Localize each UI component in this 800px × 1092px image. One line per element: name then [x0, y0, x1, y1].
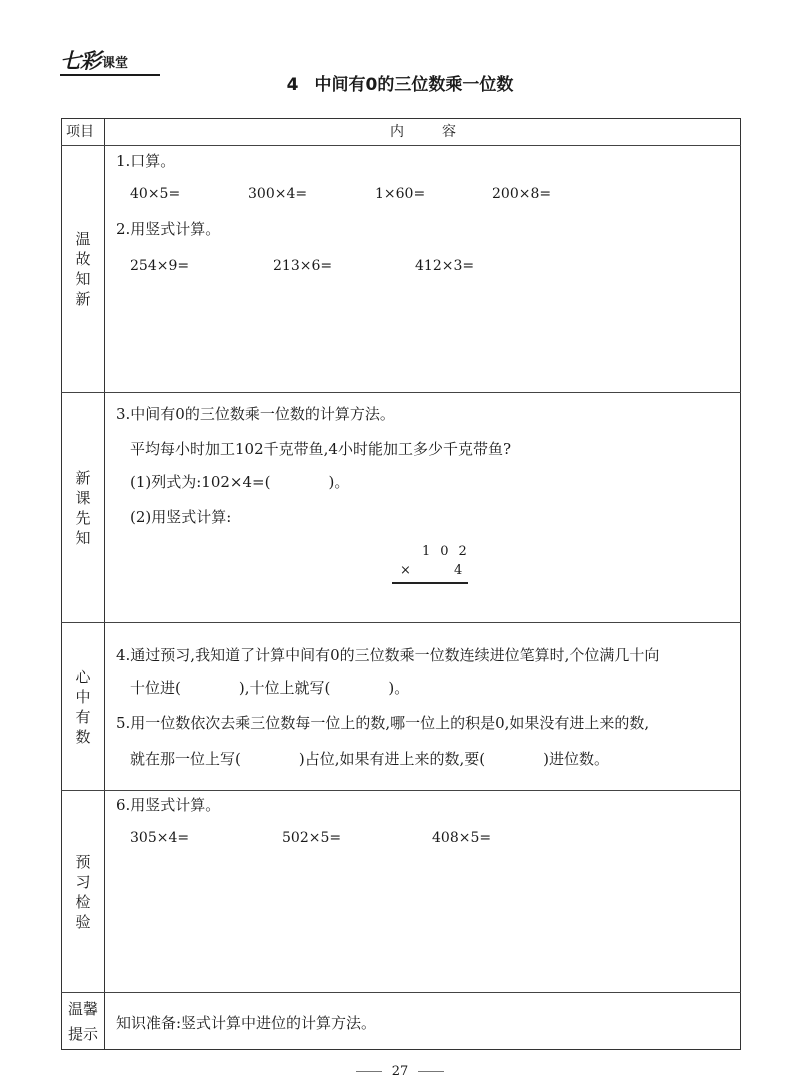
- q1-item: 300×4=: [248, 186, 308, 202]
- section-divider: [61, 992, 741, 993]
- header-divider: [61, 145, 741, 146]
- section-label-tip: 温馨 提示: [67, 1000, 98, 1043]
- q6-item: 502×5=: [282, 830, 342, 846]
- q1-item: 40×5=: [130, 186, 181, 202]
- q1-title: 1.口算。: [116, 152, 176, 170]
- q2-item: 213×6=: [273, 258, 333, 274]
- footer-dash: [418, 1071, 444, 1072]
- q6-title: 6.用竖式计算。: [116, 796, 221, 814]
- q2-title: 2.用竖式计算。: [116, 220, 221, 238]
- q3-part1: (1)列式为:102×4=( )。: [130, 473, 350, 491]
- page-footer: [0, 1064, 800, 1079]
- section-divider: [61, 790, 741, 791]
- brand-name-big: 七彩: [60, 49, 100, 73]
- q4-line2: 十位进( ),十位上就写( )。: [130, 679, 410, 697]
- q4-line1: 4.通过预习,我知道了计算中间有0的三位数乘一位数连续进位笔算时,个位满几十向: [116, 646, 660, 664]
- brand-logo: [60, 44, 128, 72]
- q3-title: 3.中间有0的三位数乘一位数的计算方法。: [116, 405, 395, 423]
- footer-dash: [356, 1071, 382, 1072]
- lesson-title: 中间有0的三位数乘一位数: [314, 75, 514, 95]
- section-divider: [61, 392, 741, 393]
- q5-line2: 就在那一位上写( )占位,如果有进上来的数,要( )进位数。: [130, 750, 609, 768]
- q1-item: 1×60=: [375, 186, 426, 202]
- q6-item: 408×5=: [432, 830, 492, 846]
- page-title: [0, 70, 800, 95]
- calculation-rule: [392, 582, 468, 584]
- section-label-mind: 心 中 有 数: [75, 667, 91, 746]
- q3-part2: (2)用竖式计算:: [130, 508, 232, 526]
- multiply-sign: ×: [400, 563, 411, 578]
- header-content-column: 内 容: [390, 124, 458, 140]
- brand-name-small: 课堂: [102, 56, 129, 72]
- section-divider: [61, 622, 741, 623]
- q1-item: 200×8=: [492, 186, 552, 202]
- lesson-number: 4: [286, 75, 299, 95]
- q2-item: 254×9=: [130, 258, 190, 274]
- header-item-column: 项目: [66, 124, 94, 140]
- q6-item: 305×4=: [130, 830, 190, 846]
- vertical-bottom-number: 4: [454, 563, 463, 578]
- q3-problem: 平均每小时加工102千克带鱼,4小时能加工多少千克带鱼?: [130, 440, 511, 458]
- page-number: 27: [391, 1064, 409, 1079]
- section-label-check: 预 习 检 验: [75, 852, 91, 931]
- vertical-top-number: 102: [422, 544, 477, 559]
- q5-line1: 5.用一位数依次去乘三位数每一位上的数,哪一位上的积是0,如果没有进上来的数,: [116, 714, 650, 732]
- section-label-new: 新 课 先 知: [75, 468, 91, 547]
- q2-item: 412×3=: [415, 258, 475, 274]
- section-label-review: 温 故 知 新: [75, 230, 91, 308]
- tip-text: 知识准备:竖式计算中进位的计算方法。: [116, 1014, 377, 1032]
